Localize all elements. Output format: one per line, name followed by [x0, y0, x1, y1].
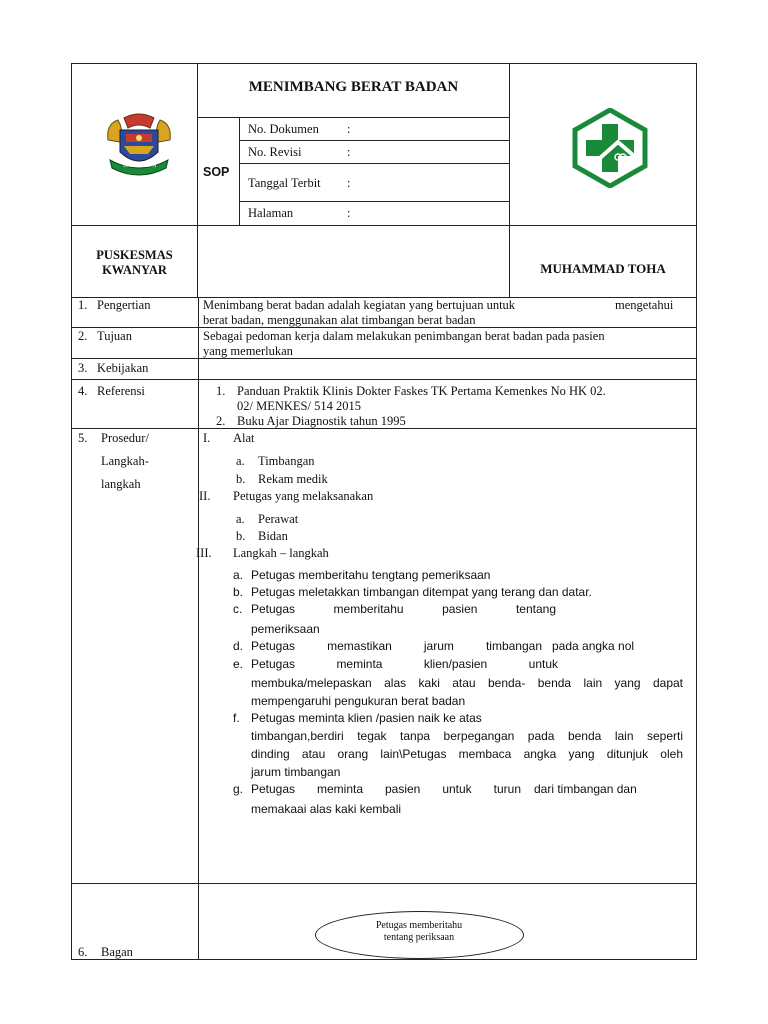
meta-sep: : — [347, 145, 351, 159]
row-text: berat badan, menggunakan alat timbangan berat badan — [203, 313, 476, 327]
reference-text: Buku Ajar Diagnostik tahun 1995 — [237, 414, 406, 428]
section-number: II. — [199, 489, 211, 503]
section-title: Petugas yang melaksanakan — [233, 489, 374, 503]
row-number: 1. — [78, 298, 88, 312]
list-item-marker: b. — [236, 529, 246, 543]
step-text: Petugas meletakkan timbangan ditempat yang terang dan datar. — [251, 585, 592, 599]
step-marker: c. — [233, 602, 243, 616]
row-label: Prosedur/ — [101, 431, 149, 445]
step-text: membuka/melepaskan alas kaki atau benda- benda lain yang dapat — [251, 676, 683, 690]
step-text: Petugas meminta pasien untuk turun — [251, 782, 521, 796]
step-text: Petugas meminta klien/pasien untuk — [251, 657, 558, 671]
bangkalan-emblem-icon — [102, 110, 176, 182]
section-number: III. — [196, 546, 212, 560]
logo-left-emblem — [102, 110, 176, 182]
row-text: Sebagai pedoman kerja dalam melakukan penimbangan berat badan pada pasien — [203, 329, 605, 343]
step-marker: b. — [233, 585, 244, 599]
step-marker: a. — [233, 568, 244, 582]
row-label: Tujuan — [97, 329, 132, 343]
meta-label: Halaman — [248, 206, 294, 220]
meta-sep: : — [347, 122, 351, 136]
reference-number: 1. — [216, 384, 226, 398]
flowchart-node-text: tentang periksaan — [383, 932, 455, 943]
step-text: pemeriksaan — [251, 622, 320, 636]
row-label: Pengertian — [97, 298, 151, 312]
step-text: Petugas meminta klien /pasien naik ke atas — [251, 711, 482, 725]
meta-label: No. Revisi — [248, 145, 302, 159]
section-title: Langkah – langkah — [233, 546, 329, 560]
row-label: Kebijakan — [97, 361, 149, 375]
row-number: 2. — [78, 329, 88, 343]
meta-sep: : — [347, 176, 351, 190]
document-title: MENIMBANG BERAT BADAN — [248, 79, 459, 95]
reference-text: Panduan Praktik Klinis Dokter Faskes TK Pertama Kemenkes No HK 02. — [237, 384, 606, 398]
row-text: mengetahui — [615, 298, 674, 312]
meta-sep: : — [347, 206, 351, 220]
row-label: Bagan — [101, 945, 133, 959]
org-name-line2: KWANYAR — [102, 263, 167, 277]
signer-name: MUHAMMAD TOHA — [540, 261, 666, 276]
row-text: Menimbang berat badan adalah kegiatan yang bertujuan untuk — [203, 298, 516, 312]
step-text: Petugas memberitahu pasien tentang — [251, 602, 556, 616]
sop-label: SOP — [203, 165, 230, 179]
list-item: Perawat — [258, 512, 299, 526]
reference-text: 02/ MENKES/ 514 2015 — [237, 399, 361, 413]
list-item-marker: a. — [236, 512, 245, 526]
row-label: Referensi — [97, 384, 145, 398]
section-title: Alat — [233, 431, 255, 445]
step-marker: g. — [233, 782, 244, 796]
org-name-line1: PUSKESMAS — [96, 248, 173, 262]
list-item-marker: b. — [236, 472, 246, 486]
step-text: timbangan,berdiri tegak tanpa berpegangan pada benda lain seperti — [251, 729, 683, 743]
row-number: 6. — [78, 945, 88, 959]
list-item: Rekam medik — [258, 472, 328, 486]
step-text: Petugas memberitahu tengtang pemeriksaan — [251, 568, 491, 582]
row-number: 5. — [78, 431, 88, 445]
step-marker: f. — [233, 711, 240, 725]
step-marker: e. — [233, 657, 244, 671]
row-number: 3. — [78, 361, 88, 375]
list-item: Timbangan — [258, 454, 315, 468]
row-number: 4. — [78, 384, 88, 398]
logo-left-banner-text: BANGKALAN — [123, 163, 157, 169]
flowchart-node-text: Petugas memberitahu — [375, 920, 463, 931]
section-number: I. — [203, 431, 211, 445]
row-label: langkah — [101, 477, 141, 491]
step-text: pada angka nol — [552, 639, 635, 653]
row-text: yang memerlukan — [203, 344, 293, 358]
list-item: Bidan — [258, 529, 288, 543]
step-text: dinding atau orang lain\Petugas membaca angka yang ditunjuk oleh — [251, 747, 683, 761]
step-text: Petugas memastikan jarum timbangan — [251, 639, 542, 653]
reference-number: 2. — [216, 414, 226, 428]
meta-label: Tanggal Terbit — [248, 176, 321, 190]
step-text: mempengaruhi pengukuran berat badan — [251, 694, 466, 708]
list-item-marker: a. — [236, 454, 245, 468]
step-marker: d. — [233, 639, 244, 653]
puskesmas-cross-icon — [572, 108, 648, 188]
logo-right-puskesmas — [572, 108, 648, 188]
step-text: dari timbangan dan — [534, 782, 637, 796]
step-text: memakaai alas kaki kembali — [251, 802, 402, 816]
meta-label: No. Dokumen — [248, 122, 319, 136]
step-text: jarum timbangan — [251, 765, 341, 779]
row-label: Langkah- — [101, 454, 149, 468]
